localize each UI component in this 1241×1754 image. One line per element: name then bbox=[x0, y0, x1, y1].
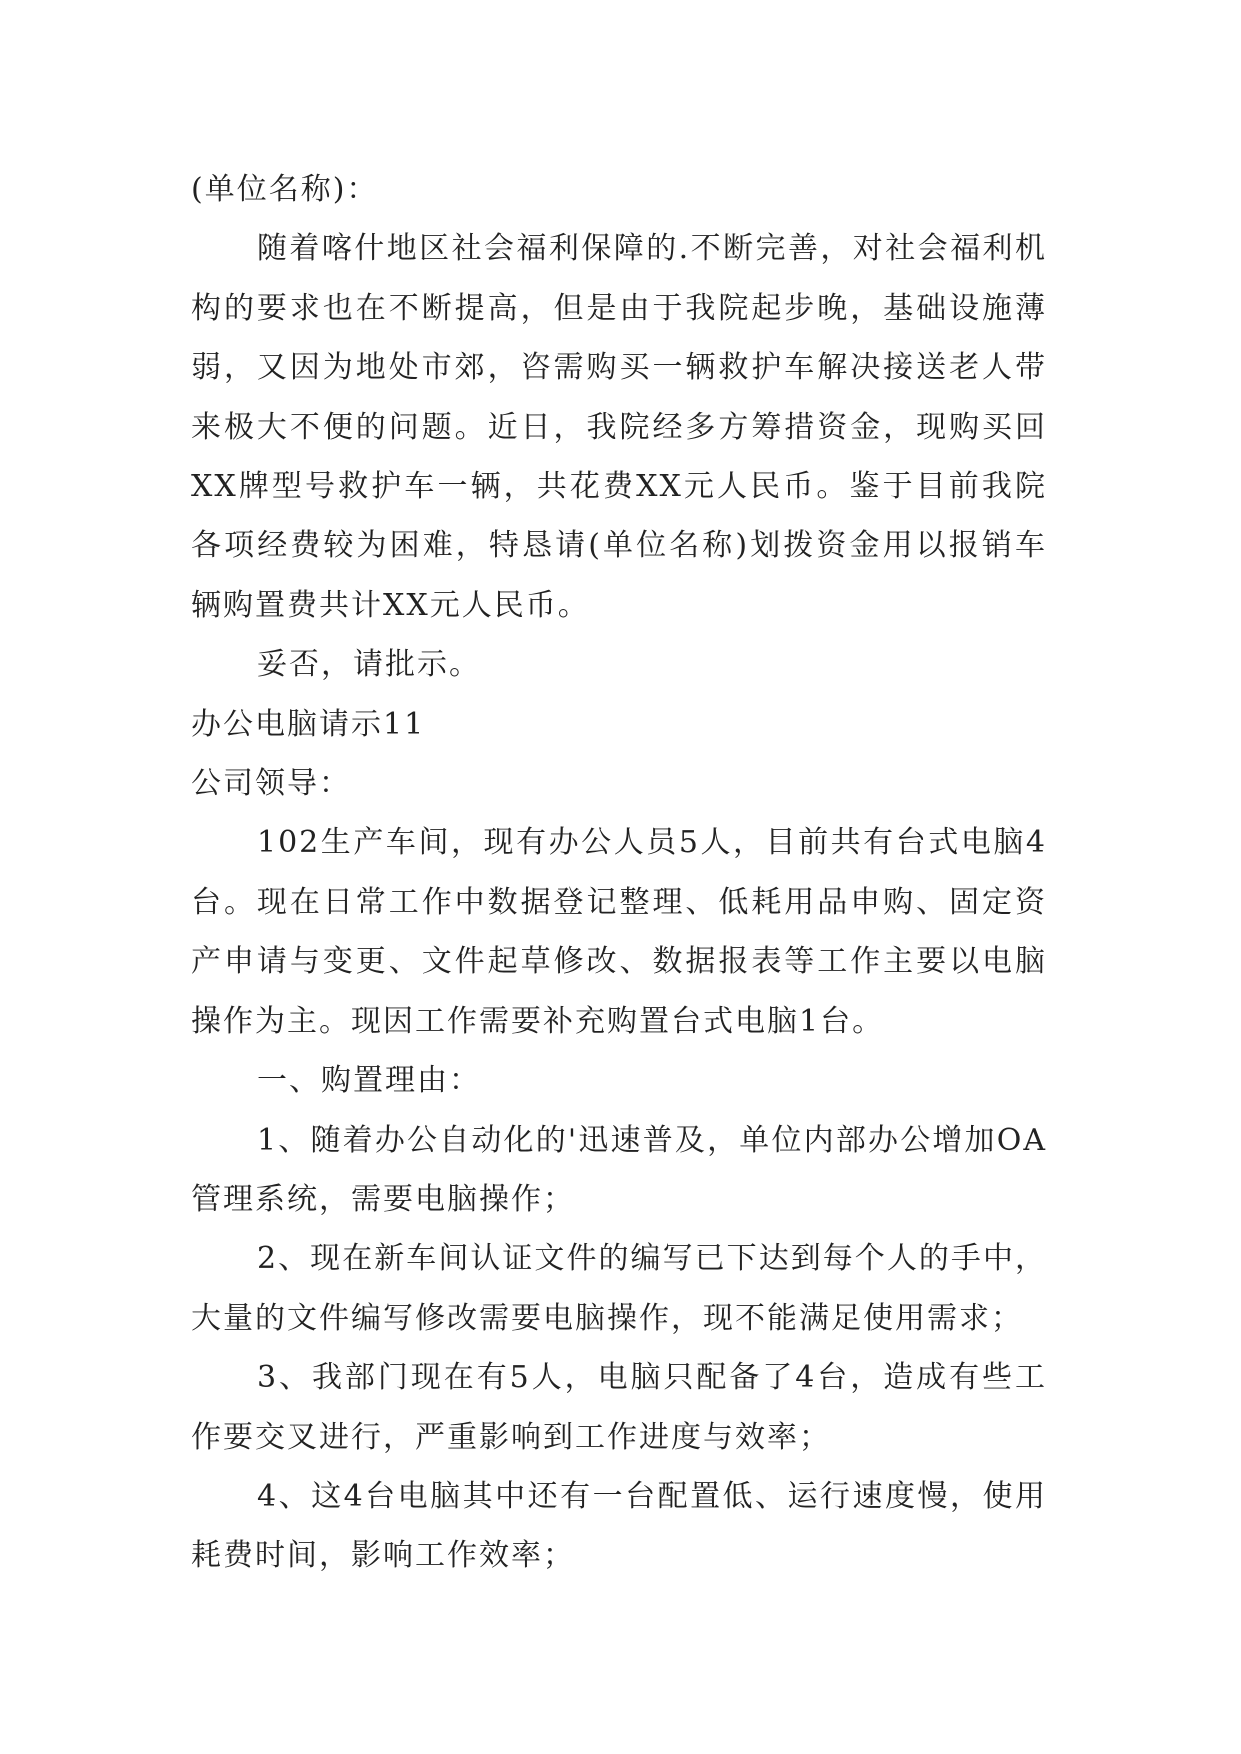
body-paragraph-ambulance: 随着喀什地区社会福利保障的.不断完善，对社会福利机构的要求也在不断提高，但是由于我院起步晚，基础设施薄弱，又因为地处市郊，咨需购买一辆救护车解决接送老人带来极大不便的问题。近日，我院经多方筹措资金，现购买回XX牌型号救护车一辆，共花费XX元人民币。鉴于目前我院各项经费较为困难，特恳请(单位名称)划拨资金用以报销车辆购置费共计XX元人民币。 bbox=[191, 231, 1047, 623]
body-paragraph-workshop: 102生产车间，现有办公人员5人，目前共有台式电脑4台。现在日常工作中数据登记整理、低耗用品申购、固定资产申请与变更、文件起草修改、数据报表等工作主要以电脑操作为主。现因工作需要补充购置台式电脑1台。 bbox=[191, 825, 1047, 1039]
subheading-reasons: 一、购置理由： bbox=[257, 1063, 481, 1099]
reason-item-3: 3、我部门现在有5人，电脑只配备了4台，造成有些工作要交叉进行，严重影响到工作进度与效率； bbox=[191, 1360, 1047, 1455]
salutation-line: (单位名称)： bbox=[191, 172, 379, 207]
reason-item-4: 4、这4台电脑其中还有一台配置低、运行速度慢，使用耗费时间，影响工作效率； bbox=[191, 1478, 1047, 1574]
section-title: 办公电脑请示11 bbox=[191, 706, 426, 742]
closing-line: 妥否，请批示。 bbox=[257, 647, 481, 683]
reason-item-1: 1、随着办公自动化的'迅速普及，单位内部办公增加OA管理系统，需要电脑操作； bbox=[191, 1122, 1047, 1217]
reason-item-2: 2、现在新车间认证文件的编写已下达到每个人的手中，大量的文件编写修改需要电脑操作，现不能满足使用需求； bbox=[191, 1241, 1047, 1336]
document-body bbox=[191, 160, 1047, 1586]
salutation-line-2: 公司领导： bbox=[191, 766, 351, 802]
